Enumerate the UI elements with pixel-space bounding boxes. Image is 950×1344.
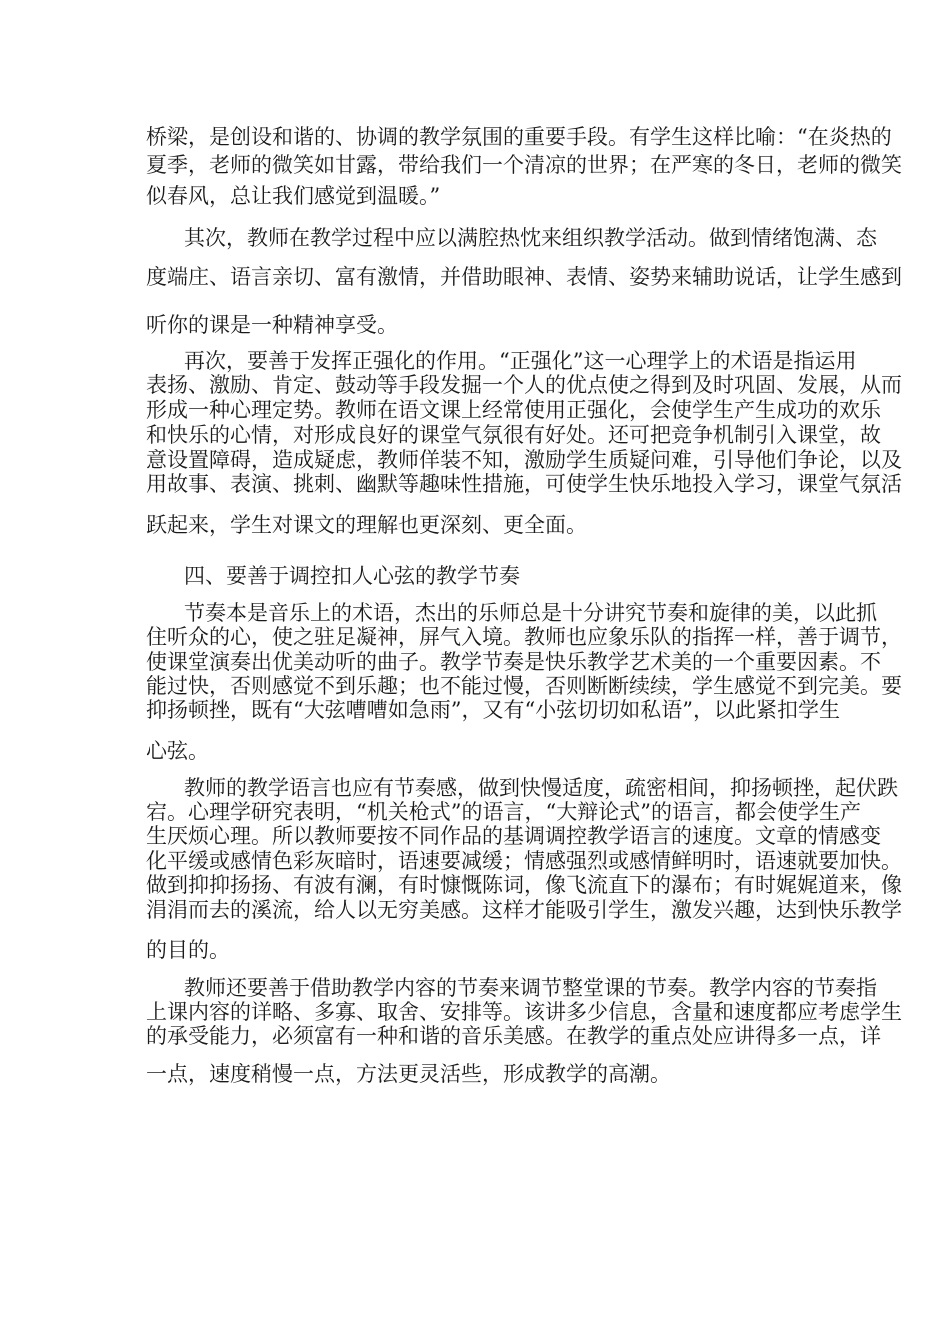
text-line: 涓涓而去的溪流，给人以无穷美感。这样才能吸引学生，激发兴趣，达到快乐教学 [146, 898, 902, 922]
text-line: 的承受能力，必须富有一种和谐的音乐美感。在教学的重点处应讲得多一点，详 [146, 1024, 881, 1048]
text-line: 化平缓或感情色彩灰暗时，语速要减缓；情感强烈或感情鲜明时，语速就要加快。 [146, 849, 902, 873]
text-line: 抑扬顿挫，既有“大弦嘈嘈如急雨”，又有“小弦切切如私语”，以此紧扣学生 [146, 698, 840, 722]
text-line: 其次，教师在教学过程中应以满腔热忱来组织教学活动。做到情绪饱满、态 [184, 226, 877, 250]
text-line: 使课堂演奏出优美动听的曲子。教学节奏是快乐教学艺术美的一个重要因素。不 [146, 650, 881, 674]
text-line: 的目的。 [146, 938, 230, 962]
text-line: 教师的教学语言也应有节奏感，做到快慢适度，疏密相间，抑扬顿挫，起伏跌 [184, 776, 898, 800]
text-line: 夏季，老师的微笑如甘露，带给我们一个清凉的世界；在严寒的冬日，老师的微笑 [146, 153, 902, 177]
text-line: 跃起来，学生对课文的理解也更深刻、更全面。 [146, 513, 587, 537]
text-line: 做到抑抑扬扬、有波有澜，有时慷慨陈词，像飞流直下的瀑布；有时娓娓道来，像 [146, 873, 902, 897]
text-line: 一点，速度稍慢一点，方法更灵活些，形成教学的高潮。 [146, 1062, 671, 1086]
text-line: 心弦。 [146, 739, 209, 763]
text-line: 和快乐的心情，对形成良好的课堂气氛很有好处。还可把竞争机制引入课堂，故 [146, 423, 881, 447]
text-line: 度端庄、语言亲切、富有激情，并借助眼神、表情、姿势来辅助说话，让学生感到 [146, 265, 902, 289]
text-line: 桥梁，是创设和谐的、协调的教学氛围的重要手段。有学生这样比喻：“在炎热的 [146, 125, 892, 149]
text-line: 表扬、激励、肯定、鼓动等手段发掘一个人的优点使之得到及时巩固、发展，从而 [146, 373, 902, 397]
text-line: 用故事、表演、挑刺、幽默等趣味性措施，可使学生快乐地投入学习，课堂气氛活 [146, 472, 902, 496]
text-line: 能过快，否则感觉不到乐趣；也不能过慢，否则断断续续，学生感觉不到完美。要 [146, 674, 902, 698]
text-line: 形成一种心理定势。教师在语文课上经常使用正强化，会使学生产生成功的欢乐 [146, 398, 881, 422]
text-line: 教师还要善于借助教学内容的节奏来调节整堂课的节奏。教学内容的节奏指 [184, 976, 877, 1000]
text-line: 住听众的心，使之驻足凝神，屏气入境。教师也应象乐队的指挥一样，善于调节， [146, 625, 902, 649]
section-heading: 四、要善于调控扣人心弦的教学节奏 [184, 564, 520, 588]
text-line: 似春风，总让我们感觉到温暖。” [146, 184, 441, 208]
text-line: 听你的课是一种精神享受。 [146, 313, 398, 337]
text-line: 生厌烦心理。所以教师要按不同作品的基调调控教学语言的速度。文章的情感变 [146, 824, 881, 848]
text-line: 意设置障碍，造成疑虑，教师佯装不知，激励学生质疑问难，引导他们争论，以及 [146, 448, 902, 472]
text-line: 宕。心理学研究表明，“机关枪式”的语言，“大辩论式”的语言，都会使学生产 [146, 800, 861, 824]
text-line: 节奏本是音乐上的术语，杰出的乐师总是十分讲究节奏和旋律的美，以此抓 [184, 601, 877, 625]
text-line: 再次，要善于发挥正强化的作用。“正强化”这一心理学上的术语是指运用 [184, 349, 857, 373]
text-line: 上课内容的详略、多寡、取舍、安排等。该讲多少信息，含量和速度都应考虑学生 [146, 1000, 902, 1024]
